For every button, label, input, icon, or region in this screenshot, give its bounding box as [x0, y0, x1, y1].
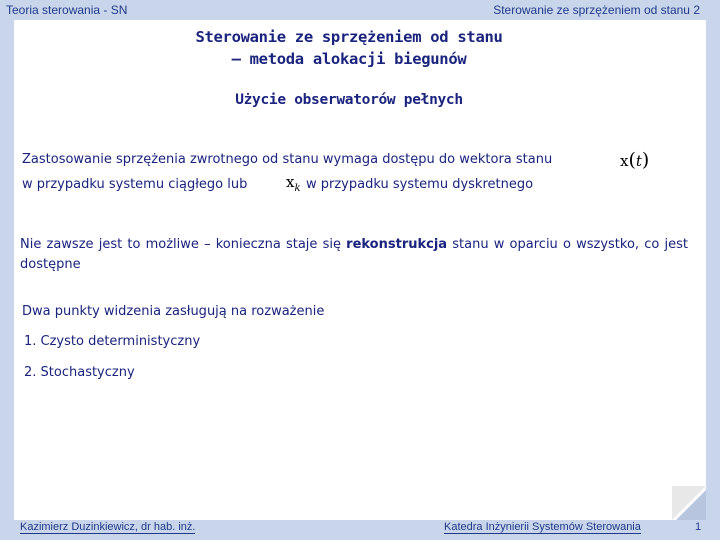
math-t-argument: t — [635, 152, 642, 170]
footer-author: Kazimierz Duzinkiewicz, dr hab. inż. — [20, 521, 196, 533]
paragraph-2-text-a: Nie zawsze jest to możliwe – konieczna staje się — [20, 237, 347, 252]
slide-page — [14, 20, 706, 520]
paragraph-1-line-1: Zastosowanie sprzężenia zwrotnego od stanu wymaga dostępu do wektora stanu — [22, 152, 553, 167]
math-x-symbol-2: x — [286, 173, 295, 191]
paragraph-2-bold: rekonstrukcja — [346, 237, 448, 252]
slide-title-line2: – metoda alokacji biegunów — [231, 50, 467, 68]
list-item-1: 1. Czysto deterministyczny — [24, 334, 201, 349]
header-slide-title: Sterowanie ze sprzężeniem od stanu 2 — [493, 3, 700, 17]
paragraph-2-text-b: stanu w oparciu o wszystko, co jest dostępne — [20, 237, 688, 272]
math-x-symbol: x — [620, 152, 629, 170]
state-vector-continuous: x(t) — [620, 149, 650, 171]
paragraph-3: Dwa punkty widzenia zasługują na rozważenie — [22, 304, 325, 319]
paragraph-1-line-2a: w przypadku systemu ciągłego lub — [22, 177, 248, 192]
slide-subtitle: Użycie obserwatorów pełnych — [235, 92, 463, 108]
state-vector-discrete — [286, 173, 301, 194]
math-k-subscript: k — [294, 183, 301, 194]
slide-title-line1: Sterowanie ze sprzężeniem od stanu — [195, 28, 503, 46]
footer-department: Katedra Inżynierii Systemów Sterowania — [444, 521, 641, 533]
paragraph-1-line-2b: w przypadku systemu dyskretnego — [306, 177, 534, 192]
header-course-title: Teoria sterowania - SN — [6, 3, 128, 17]
page-curl — [672, 486, 706, 520]
page-number: 1 — [695, 521, 702, 533]
list-item-2: 2. Stochastyczny — [24, 365, 135, 380]
paragraph-2 — [20, 235, 688, 275]
